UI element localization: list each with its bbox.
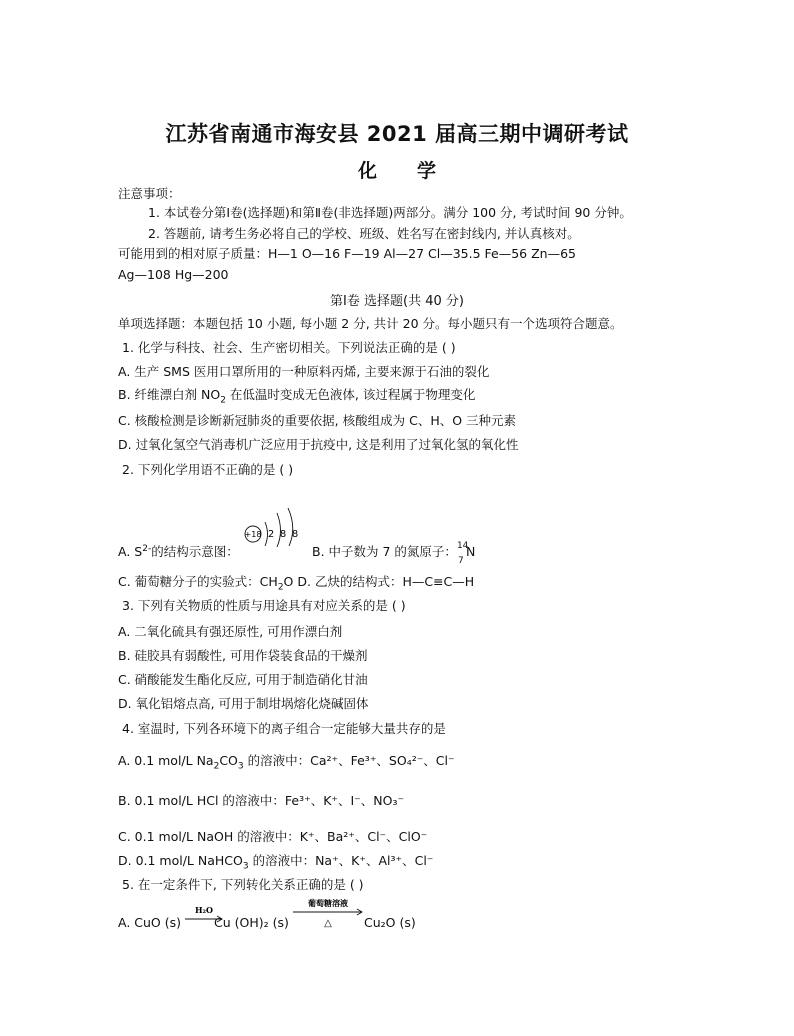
atom-shell-3: 8 xyxy=(291,529,299,540)
subject-char-2: 学 xyxy=(417,160,437,182)
section-title: 第Ⅰ卷 选择题(共 40 分) xyxy=(330,294,464,309)
reaction-arrow-glucose xyxy=(292,897,364,933)
q1-option-a: A. 生产 SMS 医用口罩所用的一种原料丙烯, 主要来源于石油的裂化 xyxy=(118,364,490,379)
q4-option-d: D. 0.1 mol/L NaHCO$_3$ 的溶液中：Na⁺、K⁺、Al³⁺、Cl⁻ xyxy=(118,853,434,872)
notice-heading: 注意事项： xyxy=(118,186,181,201)
q1-option-d: D. 过氧化氢空气消毒机广泛应用于抗疫中, 这是利用了过氧化氢的氧化性 xyxy=(118,437,519,452)
sulfide-ion-structure-diagram xyxy=(244,508,304,550)
q2-options-cd: C. 葡萄糖分子的实验式：$CH_2O$ D. 乙炔的结构式：H—C≡C—H xyxy=(118,574,475,593)
q4-option-a: A. 0.1 mol/L $Na_2CO_3$ 的溶液中：Ca²⁺、Fe³⁺、SO₄²⁻、Cl⁻ xyxy=(118,753,455,772)
arrow2-heat-symbol: △ xyxy=(324,918,332,929)
q3-option-d: D. 氧化铝熔点高, 可用于制坩埚熔化烧碱固体 xyxy=(118,696,369,711)
arrow1-reagent: H₂O xyxy=(194,905,214,915)
atomic-mass-line-1: 可能用到的相对原子质量：H—1 O—16 F—19 Al—27 Cl—35.5 Fe—56 Zn—65 xyxy=(118,246,576,261)
atom-nucleus-label: +18 xyxy=(244,530,262,539)
atom-shell-2: 8 xyxy=(279,529,287,540)
q1-stem: 1. 化学与科技、社会、生产密切相关。下列说法正确的是 ( ) xyxy=(122,340,456,355)
arrow2-reagent: 葡萄糖溶液 xyxy=(308,898,348,908)
q4-stem: 4. 室温时, 下列各环境下的离子组合一定能够大量共存的是 xyxy=(122,721,446,736)
q5-intermediate: Cu (OH)₂ (s) xyxy=(214,915,289,930)
atomic-mass-line-2: Ag—108 Hg—200 xyxy=(118,267,229,282)
q3-option-c: C. 硝酸能发生酯化反应, 可用于制造硝化甘油 xyxy=(118,672,368,687)
q2-option-a: A. $S^{2-}$的结构示意图： xyxy=(118,543,239,559)
atom-shell-1: 2 xyxy=(267,529,275,540)
subject-char-1: 化 xyxy=(357,160,377,182)
section-instruction: 单项选择题：本题包括 10 小题, 每小题 2 分, 共计 20 分。每小题只有一个选项符合题意。 xyxy=(118,316,623,331)
nitrogen-mass-number: 14 xyxy=(456,540,469,551)
q2-stem: 2. 下列化学用语不正确的是 ( ) xyxy=(122,462,294,477)
exam-title: 江苏省南通市海安县 2021 届高三期中调研考试 xyxy=(165,122,629,146)
notice-item-1: 1. 本试卷分第Ⅰ卷(选择题)和第Ⅱ卷(非选择题)两部分。满分 100 分, 考试时间 90 分钟。 xyxy=(148,205,632,220)
q3-stem: 3. 下列有关物质的性质与用途具有对应关系的是 ( ) xyxy=(122,598,406,613)
nitrogen-atomic-number: 7 xyxy=(457,555,464,566)
q3-option-a: A. 二氧化硫具有强还原性, 可用作漂白剂 xyxy=(118,624,343,639)
q1-option-c: C. 核酸检测是诊断新冠肺炎的重要依据, 核酸组成为 C、H、O 三种元素 xyxy=(118,413,517,428)
q5-option-a-start: A. CuO (s) xyxy=(118,915,182,930)
notice-item-2: 2. 答题前, 请考生务必将自己的学校、班级、姓名写在密封线内, 并认真核对。 xyxy=(148,226,580,241)
q4-option-c: C. 0.1 mol/L NaOH 的溶液中：K⁺、Ba²⁺、Cl⁻、ClO⁻ xyxy=(118,829,428,844)
q2-option-b: B. 中子数为 7 的氮原子： 14 7 N xyxy=(312,544,475,561)
q1-option-b: B. 纤维漂白剂 $NO_2$ 在低温时变成无色液体, 该过程属于物理变化 xyxy=(118,387,476,406)
q5-stem: 5. 在一定条件下, 下列转化关系正确的是 ( ) xyxy=(122,877,364,892)
q5-product: Cu₂O (s) xyxy=(364,915,416,930)
q4-option-b: B. 0.1 mol/L HCl 的溶液中：Fe³⁺、K⁺、I⁻、NO₃⁻ xyxy=(118,793,405,808)
q3-option-b: B. 硅胶具有弱酸性, 可用作袋装食品的干燥剂 xyxy=(118,648,368,663)
subject-title xyxy=(0,156,794,183)
